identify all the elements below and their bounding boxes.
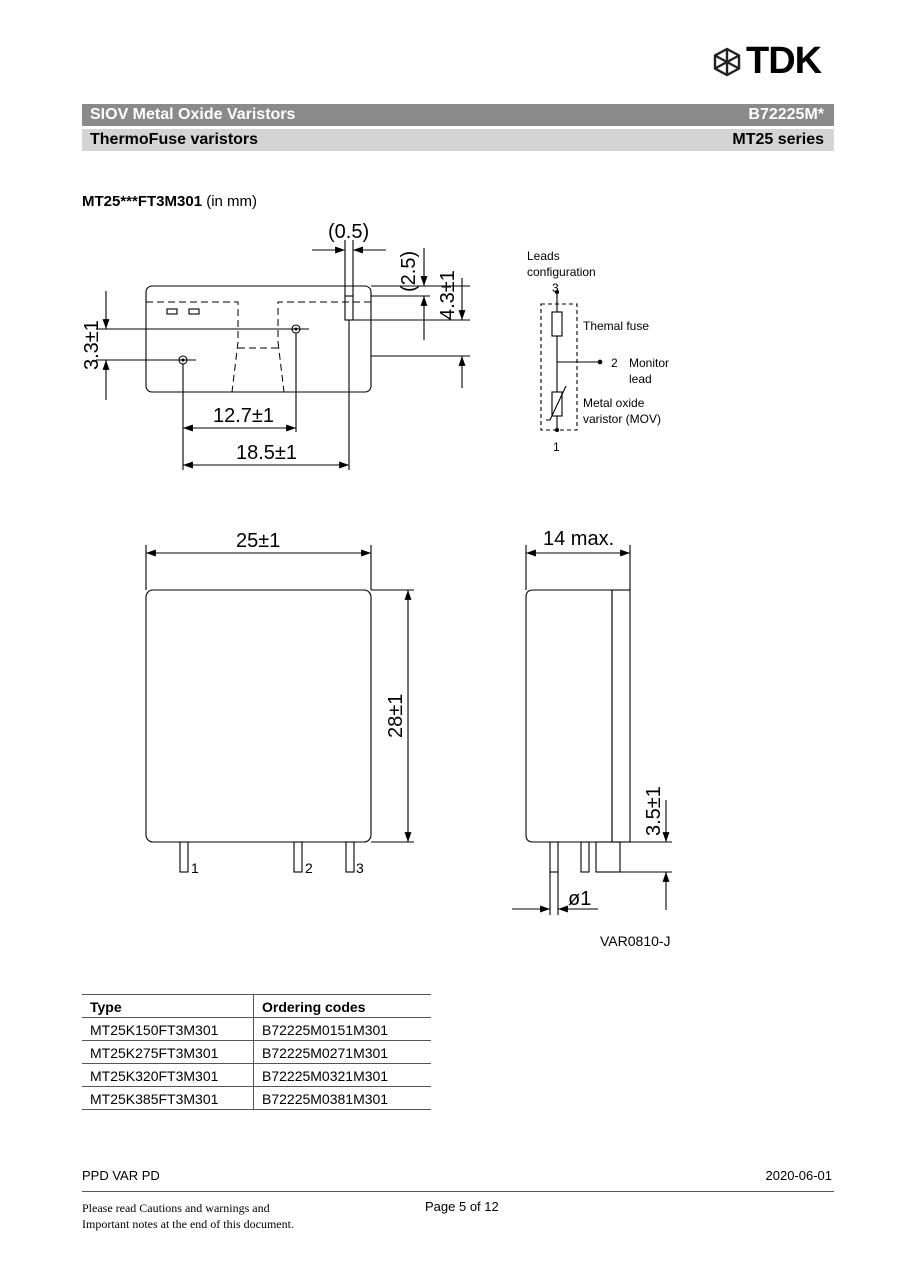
header-ordering-codes: Ordering codes [254,995,432,1018]
dim-4-3: 4.3±1 [437,270,459,320]
lead-1-label: 1 [553,440,560,454]
table-row [82,1018,431,1041]
logo-text: TDK [746,40,822,82]
dim-3-3: 3.3±1 [81,320,103,370]
dim-diameter-1: ø1 [568,888,592,910]
monitor-label-line2: lead [629,372,652,386]
dim-18-5: 18.5±1 [236,442,298,464]
ordering-code-cell: B72225M0381M301 [254,1087,432,1110]
product-type: ThermoFuse varistors [90,131,259,148]
dim-2-5: (2.5) [398,250,420,292]
footer-divider [82,1191,834,1192]
mov-label-line2: varistor (MOV) [583,412,661,426]
table-header-row [82,995,431,1018]
monitor-label-line1: Monitor [629,356,670,370]
dim-28: 28±1 [385,693,407,738]
thermal-fuse-label: Themal fuse [583,319,650,333]
dim-14-max: 14 max. [543,528,615,550]
ordering-codes-table [82,994,431,1110]
table-row [82,1041,431,1064]
side-view-body [526,590,612,842]
header-type: Type [82,995,254,1018]
footer-date: 2020-06-01 [765,1168,832,1183]
dim-3-5: 3.5±1 [643,786,665,836]
type-cell: MT25K385FT3M301 [82,1087,254,1110]
footer-note-line1: Please read Cautions and warnings and [82,1201,270,1215]
dim-12-7: 12.7±1 [213,405,275,427]
footer-note-line2: Important notes at the end of this document. [82,1217,294,1231]
ordering-code-cell: B72225M0271M301 [254,1041,432,1064]
table-row [82,1064,431,1087]
pin-3-label: 3 [356,860,364,876]
mov-label-line1: Metal oxide [583,396,645,410]
leads-title-line2: configuration [527,265,596,279]
pin-2-label: 2 [305,860,313,876]
product-code: B72225M* [748,106,824,123]
lead-3-label: 3 [552,281,559,295]
ordering-code-cell: B72225M0321M301 [254,1064,432,1087]
product-series: MT25 series [732,131,824,148]
section-title-model: MT25***FT3M301 [82,193,203,210]
type-cell: MT25K320FT3M301 [82,1064,254,1087]
section-title-unit: (in mm) [202,193,258,210]
front-view-body [146,590,371,842]
dim-25: 25±1 [236,530,281,552]
table-row [82,1087,431,1110]
page-number: Page 5 of 12 [425,1199,499,1214]
type-cell: MT25K150FT3M301 [82,1018,254,1041]
dim-0-5: (0.5) [328,221,370,243]
leads-title-line1: Leads [527,249,560,263]
ordering-code-cell: B72225M0151M301 [254,1018,432,1041]
drawing-reference: VAR0810-J [600,933,671,949]
product-family: SIOV Metal Oxide Varistors [90,106,296,123]
footer-notes [82,1200,294,1232]
pin-1-label: 1 [191,860,199,876]
lead-2-label: 2 [611,356,618,370]
type-cell: MT25K275FT3M301 [82,1041,254,1064]
footer-department: PPD VAR PD [82,1168,160,1183]
